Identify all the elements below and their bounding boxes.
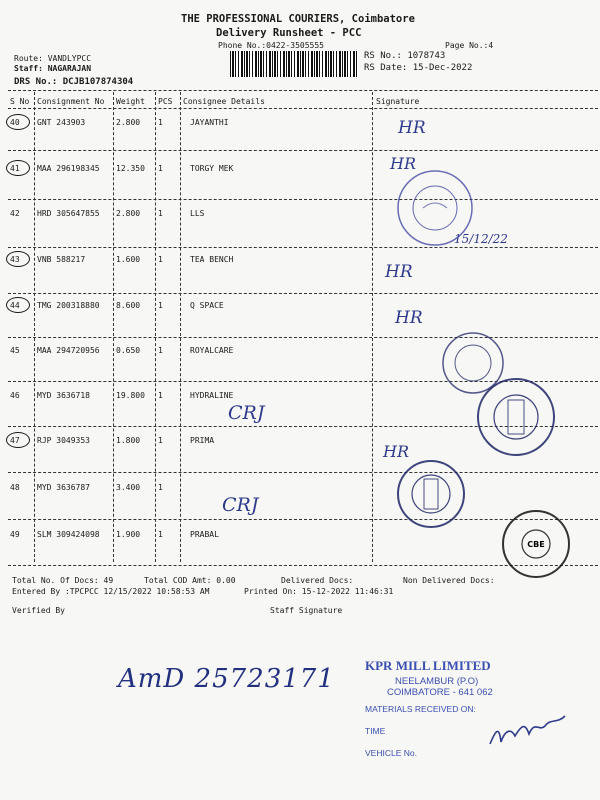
row-weight: 1.800	[116, 436, 141, 445]
row-consignee: Q SPACE	[190, 301, 224, 310]
table-row	[8, 205, 598, 251]
row-sno: 43	[10, 255, 20, 264]
cri-pumps-stamp-2	[395, 458, 467, 530]
row-pcs: 1	[158, 436, 163, 445]
row-consignment: RJP 3049353	[37, 436, 90, 445]
row-weight: 0.650	[116, 346, 141, 355]
total-cod: Total COD Amt: 0.00	[144, 576, 236, 585]
row-consignment: HRD 305647855	[37, 209, 100, 218]
col-consignee: Consignee Details	[183, 97, 265, 106]
row-consignee: TORGY MEK	[190, 164, 234, 173]
row-consignment: TMG 200318880	[37, 301, 100, 310]
divider	[8, 472, 598, 473]
row-sno: 40	[10, 118, 20, 127]
lakshmi-stamp	[395, 168, 475, 248]
phone-number: Phone No.:0422-3505555	[218, 41, 324, 50]
runsheet-title: Delivery Runsheet - PCC	[216, 27, 362, 39]
row-pcs: 1	[158, 391, 163, 400]
divider	[8, 199, 598, 200]
table-row	[8, 114, 598, 160]
divider	[8, 337, 598, 338]
row-consignment: MYD 3636787	[37, 483, 90, 492]
col-weight: Weight	[116, 97, 145, 106]
entered-by: Entered By :TPCPCC 12/15/2022 10:58:53 AM	[12, 587, 210, 596]
vehicle-label: VEHICLE No.	[365, 748, 417, 758]
barcode	[230, 51, 358, 77]
divider	[8, 293, 598, 294]
mill-name: KPR MILL LIMITED	[365, 658, 491, 673]
mill-receiver-signature	[485, 712, 570, 752]
divider	[8, 150, 598, 151]
row-pcs: 1	[158, 301, 163, 310]
row-weight: 3.400	[116, 483, 141, 492]
table-row	[8, 251, 598, 297]
ink-circle-mark	[6, 114, 30, 130]
divider	[8, 90, 598, 91]
ink-circle-mark	[6, 432, 30, 448]
rs-date: RS Date: 15-Dec-2022	[364, 63, 473, 73]
delivered-docs: Delivered Docs:	[281, 576, 354, 585]
row-weight: 2.800	[116, 209, 141, 218]
staff: Staff: NAGARAJAN	[14, 64, 92, 73]
handwritten-amd-note: AmD 25723171	[118, 664, 335, 694]
mill-address-1: NEELAMBUR (P.O)	[395, 676, 479, 687]
ink-circle-mark	[6, 160, 30, 176]
row-consignee: ROYALCARE	[190, 346, 234, 355]
row-pcs: 1	[158, 255, 163, 264]
row-consignee: TEA BENCH	[190, 255, 234, 264]
row-weight: 2.800	[116, 118, 141, 127]
col-signature: Signature	[376, 97, 420, 106]
verified-by: Verified By	[12, 606, 65, 615]
row-weight: 8.600	[116, 301, 141, 310]
row-weight: 1.600	[116, 255, 141, 264]
signature-44: HR	[395, 308, 423, 328]
row-sno: 47	[10, 436, 20, 445]
row-consignee: JAYANTHI	[190, 118, 229, 127]
materials-received: MATERIALS RECEIVED ON:	[365, 704, 476, 714]
row-sno: 45	[10, 346, 20, 355]
row-sno: 49	[10, 530, 20, 539]
row-consignee: PRIMA	[190, 436, 215, 445]
row-weight: 12.350	[116, 164, 145, 173]
row-consignment: MAA 296198345	[37, 164, 100, 173]
signature-46: CRJ	[228, 402, 265, 424]
row-consignee: PRABAL	[190, 530, 219, 539]
row-sno: 48	[10, 483, 20, 492]
row-consignment: GNT 243903	[37, 118, 86, 127]
row-consignment: SLM 309424098	[37, 530, 100, 539]
signature-47: HR	[383, 442, 409, 461]
non-delivered-docs: Non Delivered Docs:	[403, 576, 495, 585]
row-consignee: LLS	[190, 209, 205, 218]
row-consignment: MAA 294720956	[37, 346, 100, 355]
signature-40: HR	[398, 118, 426, 138]
ink-circle-mark	[6, 251, 30, 267]
route: Route: VANDLYPCC	[14, 54, 92, 63]
company-name: THE PROFESSIONAL COURIERS, Coimbatore	[181, 13, 415, 25]
prabal-stamp	[500, 508, 572, 580]
col-sno: S No	[10, 97, 30, 106]
row-pcs: 1	[158, 483, 163, 492]
divider	[8, 108, 598, 109]
row-weight: 1.900	[116, 530, 141, 539]
row-consignment: VNB 588217	[37, 255, 86, 264]
page-number: Page No.:4	[445, 41, 494, 50]
row-pcs: 1	[158, 209, 163, 218]
time-label: TIME	[365, 726, 386, 736]
col-pcs: PCS	[158, 97, 173, 106]
row-sno: 42	[10, 209, 20, 218]
ink-circle-mark	[6, 297, 30, 313]
svg-text:CBE: CBE	[527, 540, 545, 549]
signature-43: HR	[385, 262, 413, 282]
drs-number: DRS No.: DCJB107874304	[14, 77, 134, 87]
signature-48: CRJ	[222, 494, 259, 516]
signature-42-date: 15/12/22	[454, 232, 508, 246]
signature-41: HR	[390, 154, 416, 173]
row-weight: 19.800	[116, 391, 145, 400]
total-docs: Total No. Of Docs: 49	[12, 576, 114, 585]
cri-pumps-stamp	[475, 376, 557, 458]
row-consignee: HYDRALINE	[190, 391, 234, 400]
staff-signature: Staff Signature	[270, 606, 343, 615]
row-pcs: 1	[158, 118, 163, 127]
row-pcs: 1	[158, 164, 163, 173]
row-sno: 46	[10, 391, 20, 400]
printed-on: Printed On: 15-12-2022 11:46:31	[244, 587, 394, 596]
row-pcs: 1	[158, 346, 163, 355]
row-consignment: MYD 3636718	[37, 391, 90, 400]
row-pcs: 1	[158, 530, 163, 539]
row-sno: 44	[10, 301, 20, 310]
row-sno: 41	[10, 164, 20, 173]
mill-address-2: COIMBATORE - 641 062	[387, 687, 493, 698]
col-consignment: Consignment No	[37, 97, 105, 106]
rs-number: RS No.: 1078743	[364, 51, 446, 61]
divider	[8, 247, 598, 248]
